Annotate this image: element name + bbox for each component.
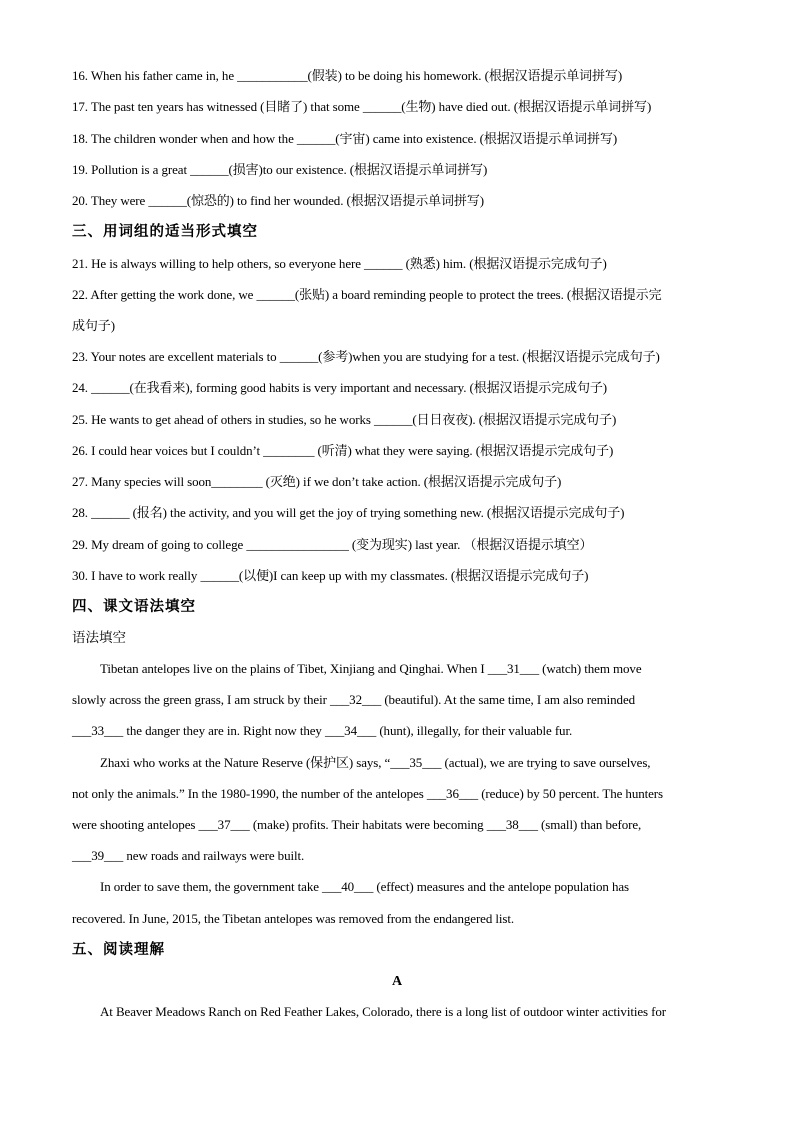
question-24: 24. ______(在我看来), forming good habits is very important and necessary. (根据汉语提示完成句子) [72, 380, 607, 395]
passage-paragraph-1-line-2: slowly across the green grass, I am struck by their ___32___ (beautiful). At the same time, I am also reminded [72, 692, 636, 707]
passage-paragraph-2-line-1: Zhaxi who works at the Nature Reserve (保护区) says, “___35___ (actual), we are trying to save ourselves, [100, 755, 651, 770]
question-30: 30. I have to work really ______(以便)I can keep up with my classmates. (根据汉语提示完成句子) [72, 568, 589, 583]
question-22-line-1: 22. After getting the work done, we ______(张贴) a board reminding people to protect the trees. (根据汉语提示完 [72, 287, 662, 302]
question-26: 26. I could hear voices but I couldn’t ________ (听清) what they were saying. (根据汉语提示完成句子) [72, 443, 614, 458]
section-4-heading: 四、课文语法填空 [72, 599, 196, 615]
section-5-heading: 五、阅读理解 [72, 942, 165, 958]
question-29: 29. My dream of going to college ________________ (变为现实) last year. （根据汉语提示填空） [72, 537, 593, 552]
passage-paragraph-3-line-1: In order to save them, the government take ___40___ (effect) measures and the antelope population has [100, 879, 629, 894]
passage-paragraph-1-line-3: ___33___ the danger they are in. Right now they ___34___ (hunt), illegally, for their valuable fur. [72, 723, 573, 738]
question-16: 16. When his father came in, he ___________(假装) to be doing his homework. (根据汉语提示单词拼写) [72, 68, 623, 83]
passage-paragraph-2-line-4: ___39___ new roads and railways were built. [72, 848, 305, 863]
question-18: 18. The children wonder when and how the ______(宇宙) came into existence. (根据汉语提示单词拼写) [72, 131, 618, 146]
passage-a-title: A [391, 974, 403, 989]
question-21: 21. He is always willing to help others, so everyone here ______ (熟悉) him. (根据汉语提示完成句子) [72, 256, 607, 271]
question-25: 25. He wants to get ahead of others in studies, so he works ______(日日夜夜). (根据汉语提示完成句子) [72, 412, 617, 427]
passage-paragraph-1-line-1: Tibetan antelopes live on the plains of Tibet, Xinjiang and Qinghai. When I ___31___ (watch) them move [100, 661, 642, 676]
passage-paragraph-2-line-2: not only the animals.” In the 1980-1990, the number of the antelopes ___36___ (reduce) by 50 percent. The hunters [72, 786, 663, 801]
reading-passage-line-1: At Beaver Meadows Ranch on Red Feather Lakes, Colorado, there is a long list of outdoor winter activities for [100, 1004, 667, 1019]
question-20: 20. They were ______(惊恐的) to find her wounded. (根据汉语提示单词拼写) [72, 193, 484, 208]
section-4-subheading: 语法填空 [72, 630, 126, 646]
section-3-heading: 三、用词组的适当形式填空 [72, 224, 258, 240]
question-23: 23. Your notes are excellent materials to ______(参考)when you are studying for a test. (根据汉语提示完成句子) [72, 349, 660, 364]
passage-paragraph-3-line-2: recovered. In June, 2015, the Tibetan antelopes was removed from the endangered list. [72, 911, 515, 926]
question-27: 27. Many species will soon________ (灭绝) if we don’t take action. (根据汉语提示完成句子) [72, 474, 562, 489]
passage-paragraph-2-line-3: were shooting antelopes ___37___ (make) profits. Their habitats were becoming ___38___ (small) than before, [72, 817, 642, 832]
question-19: 19. Pollution is a great ______(损害)to our existence. (根据汉语提示单词拼写) [72, 162, 488, 177]
question-28: 28. ______ (报名) the activity, and you will get the joy of trying something new. (根据汉语提示完成句子) [72, 505, 625, 520]
question-22-line-2: 成句子) [72, 318, 115, 333]
question-17: 17. The past ten years has witnessed (目睹了) that some ______(生物) have died out. (根据汉语提示单词拼写) [72, 99, 652, 114]
